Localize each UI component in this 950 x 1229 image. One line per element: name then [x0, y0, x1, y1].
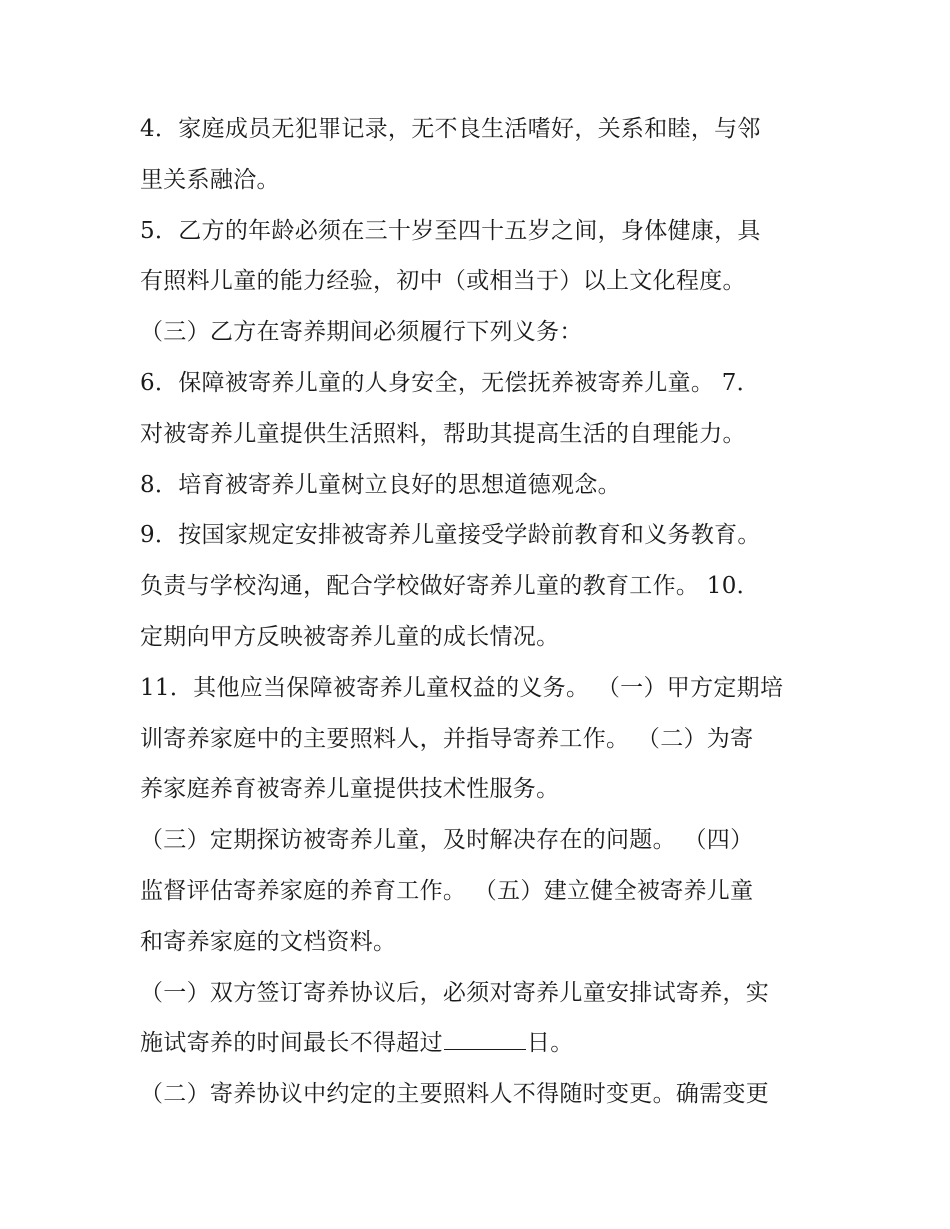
text-line: 4．家庭成员无犯罪记录，无不良生活嗜好，关系和睦，与邻 [140, 116, 761, 142]
fill-in-suffix: 日。 [526, 1030, 574, 1057]
section-heading: （三）乙方在寄养期间必须履行下列义务： [140, 319, 583, 346]
fill-in-line [140, 1018, 830, 1069]
text-line: 和寄养家庭的文档资料。 [140, 928, 397, 955]
text-line: 11．其他应当保障被寄养儿童权益的义务。 （一）甲方定期培 [140, 674, 784, 701]
text-line: 8．培育被寄养儿童树立良好的思想道德观念。 [140, 471, 621, 498]
document-body [140, 104, 830, 1120]
text-line: （一）双方签订寄养协议后，必须对寄养儿童安排试寄养，实 [140, 979, 770, 1006]
fill-in-prefix: 施试寄养的时间最长不得超过 [140, 1030, 443, 1057]
fill-in-blank[interactable] [444, 1029, 526, 1050]
text-line: 里关系融洽。 [140, 166, 280, 193]
text-line: 训寄养家庭中的主要照料人，并指导寄养工作。 （二）为寄 [140, 725, 754, 752]
text-line: 监督评估寄养家庭的养育工作。 （五）建立健全被寄养儿童 [140, 877, 754, 904]
text-line: 对被寄养儿童提供生活照料，帮助其提高生活的自理能力。 [140, 420, 746, 447]
text-line: 6．保障被寄养儿童的人身安全，无偿抚养被寄养儿童。 7． [140, 369, 760, 396]
text-line: （三）定期探访被寄养儿童，及时解决存在的问题。 （四） [140, 827, 754, 854]
text-line: （二）寄养协议中约定的主要照料人不得随时变更。确需变更 [140, 1081, 770, 1108]
text-line: 9．按国家规定安排被寄养儿童接受学龄前教育和义务教育。 [140, 522, 761, 549]
text-line: 负责与学校沟通，配合学校做好寄养儿童的教育工作。 10． [140, 573, 760, 600]
text-line: 5．乙方的年龄必须在三十岁至四十五岁之间，身体健康，具 [140, 217, 761, 244]
text-line: 养家庭养育被寄养儿童提供技术性服务。 [140, 776, 560, 803]
text-line: 定期向甲方反映被寄养儿童的成长情况。 [140, 623, 560, 650]
text-line: 有照料儿童的能力经验，初中（或相当于）以上文化程度。 [140, 268, 746, 295]
